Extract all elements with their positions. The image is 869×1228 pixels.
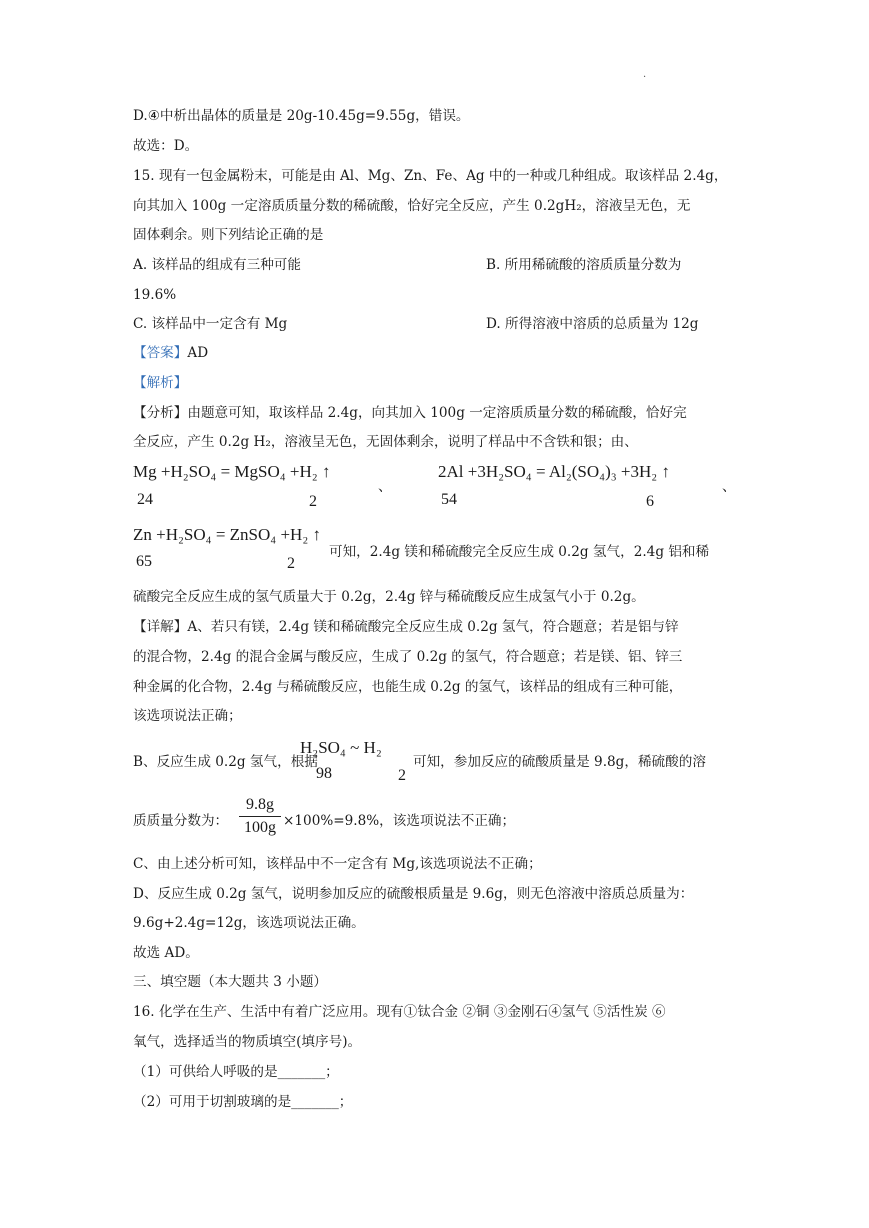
detail-line-3: 种金属的化合物，2.4g 与稀硫酸反应，也能生成 0.2g 的氢气，该样品的组成有三种可能， [133,679,683,695]
header-dot: · [643,72,647,83]
section-3-heading: 三、填空题（本大题共 3 小题） [133,974,328,990]
fraction [239,796,281,837]
ratio-mass-2: 2 [398,767,406,784]
analysis-line-1: 【分析】由题意可知，取该样品 2.4g，向其加入 100g 一定溶质质量分数的稀硫酸，恰好完 [133,405,687,421]
analysis-line-4: 硫酸完全反应生成的氢气质量大于 0.2g，2.4g 锌与稀硫酸反应生成氢气小于 0.2g。 [133,589,645,605]
ratio-mass-1: 98 [316,765,332,782]
question-15-line-2: 向其加入 100g 一定溶质质量分数的稀硫酸，恰好完全反应，产生 0.2gH₂，溶液呈无色，无 [133,198,691,214]
answer-tag: 【答案】 [133,345,188,361]
text-line: 故选：D。 [133,138,199,154]
question-16-part-2: （2）可用于切割玻璃的是_______； [133,1094,353,1110]
detail-line-4: 该选项说法正确； [133,708,242,724]
text-line: D.④中析出晶体的质量是 20g-10.45g=9.55g，错误。 [133,108,470,124]
equation-zn-mass-1: 65 [136,553,152,570]
detail-b2-prefix: 质质量分数为： [133,813,229,829]
question-15-line-1: 15. 现有一包金属粉末，可能是由 Al、Mg、Zn、Fe、Ag 中的一种或几种组成。取该样品 2.4g， [133,168,728,184]
option-b: B. 所用稀硫酸的溶质质量分数为 [486,257,682,273]
analysis-tag: 【解析】 [133,375,188,391]
equation-al-mass-2: 6 [646,493,654,510]
detail-b-suffix: 可知，参加反应的硫酸质量是 9.8g，稀硫酸的溶 [413,754,706,770]
fraction-bar [239,816,281,817]
equation-zn: Zn +H₂SO₄ = ZnSO₄ +H₂ ↑ [133,525,322,544]
equation-mg: Mg +H₂SO₄ = MgSO₄ +H₂ ↑ [133,462,331,481]
detail-d-3: 故选 AD。 [133,945,199,961]
separator: 、 [378,479,392,495]
detail-c: C、由上述分析可知，该样品中不一定含有 Mg,该选项说法不正确； [133,856,542,872]
separator: 、 [722,479,736,495]
detail-line-2: 的混合物，2.4g 的混合金属与酸反应，生成了 0.2g 的氢气，符合题意；若是镁、铝、锌三 [133,649,683,665]
option-c: C. 该样品中一定含有 Mg [133,316,288,332]
detail-b-prefix: B、反应生成 0.2g 氢气，根据 [133,754,318,770]
question-16-part-1: （1）可供给人呼吸的是_______； [133,1064,339,1080]
ratio-equation: H₂SO₄ ~ H₂ [300,738,382,757]
equation-al-mass-1: 54 [441,491,457,508]
equation-mg-mass-2: 2 [309,493,317,510]
equation-al: 2Al +3H₂SO₄ = Al₂(SO₄)₃ +3H₂ ↑ [438,462,670,481]
option-b-continued: 19.6% [133,287,177,303]
option-d: D. 所得溶液中溶质的总质量为 12g [486,316,699,332]
equation-zn-mass-2: 2 [287,555,295,572]
fraction-denominator: 100g [244,819,276,836]
equation-mg-mass-1: 24 [137,491,153,508]
detail-line-1: 【详解】A、若只有镁，2.4g 镁和稀硫酸完全反应生成 0.2g 氢气，符合题意；若是铝与锌 [133,619,679,635]
question-16-line-2: 氧气，选择适当的物质填空(填序号)。 [133,1034,362,1050]
analysis-line-3: 可知，2.4g 镁和稀硫酸完全反应生成 0.2g 氢气，2.4g 铝和稀 [329,544,710,560]
question-16-line-1: 16. 化学在生产、生活中有着广泛应用。现有①钛合金 ②铜 ③金刚石④氢气 ⑤活性炭 ⑥ [133,1004,666,1020]
answer-line [133,343,208,363]
analysis-line-2: 全反应，产生 0.2g H₂，溶液呈无色，无固体剩余，说明了样品中不含铁和银；由、 [133,434,638,450]
question-15-line-3: 固体剩余。则下列结论正确的是 [133,227,324,243]
detail-d-2: 9.6g+2.4g=12g，该选项说法正确。 [133,915,365,931]
answer-value: AD [187,345,209,361]
detail-d-1: D、反应生成 0.2g 氢气，说明参加反应的硫酸根质量是 9.6g，则无色溶液中溶质总质量为： [133,886,694,902]
option-a: A. 该样品的组成有三种可能 [133,257,301,273]
fraction-numerator: 9.8g [246,796,274,813]
detail-b2-suffix: ×100%=9.8%，该选项说法不正确； [283,813,516,829]
